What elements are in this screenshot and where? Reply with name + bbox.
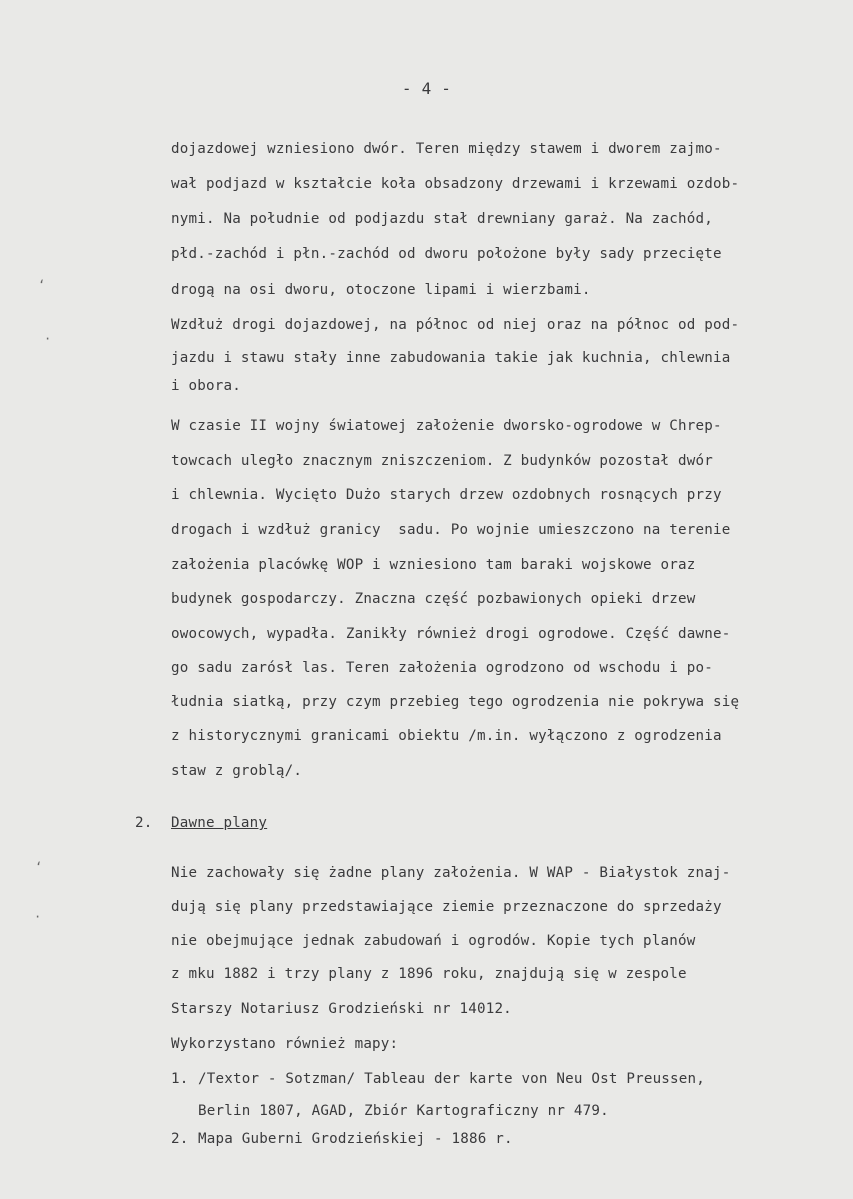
- margin-mark: ·: [34, 910, 42, 924]
- paragraph-line: towcach uległo znacznym zniszczeniom. Z budynków pozostał dwór: [171, 453, 713, 469]
- paragraph-line: drogą na osi dworu, otoczone lipami i wierzbami.: [171, 282, 591, 298]
- paragraph-line: wał podjazd w kształcie koła obsadzony drzewami i krzewami ozdob-: [171, 176, 740, 192]
- list-item-number: 2.: [171, 1131, 189, 1147]
- paragraph-line: łudnia siatką, przy czym przebieg tego ogrodzenia nie pokrywa się: [171, 694, 740, 710]
- list-item-line: Berlin 1807, AGAD, Zbiór Kartograficzny nr 479.: [198, 1103, 609, 1119]
- paragraph-line: budynek gospodarczy. Znaczna część pozbawionych opieki drzew: [171, 591, 696, 607]
- margin-mark: ·: [44, 332, 52, 346]
- paragraph-line: W czasie II wojny światowej założenie dworsko-ogrodowe w Chrep-: [171, 418, 722, 434]
- paragraph-line: i chlewnia. Wycięto Dużo starych drzew ozdobnych rosnących przy: [171, 487, 722, 503]
- paragraph-line: dojazdowej wzniesiono dwór. Teren między stawem i dworem zajmo-: [171, 141, 722, 157]
- paragraph-line: i obora.: [171, 378, 241, 394]
- page-number: - 4 -: [401, 79, 452, 98]
- paragraph-line: go sadu zarósł las. Teren założenia ogrodzono od wschodu i po-: [171, 660, 713, 676]
- list-item-line: /Textor - Sotzman/ Tableau der karte von Neu Ost Preussen,: [198, 1071, 706, 1087]
- margin-mark: ‘: [35, 860, 43, 874]
- paragraph-line: Starszy Notariusz Grodzieński nr 14012.: [171, 1001, 512, 1017]
- paragraph-line: płd.-zachód i płn.-zachód od dworu położone były sady przecięte: [171, 246, 722, 262]
- paragraph-line: drogach i wzdłuż granicy sadu. Po wojnie umieszczono na terenie: [171, 522, 731, 538]
- list-item-line: Mapa Guberni Grodzieńskiej - 1886 r.: [198, 1131, 513, 1147]
- paragraph-line: Nie zachowały się żadne plany założenia. W WAP - Białystok znaj-: [171, 865, 731, 881]
- section-title: Dawne plany: [171, 815, 268, 831]
- paragraph-line: z historycznymi granicami obiektu /m.in. wyłączono z ogrodzenia: [171, 728, 722, 744]
- paragraph-line: staw z groblą/.: [171, 763, 303, 779]
- section-number: 2.: [135, 815, 153, 831]
- paragraph-line: nie obejmujące jednak zabudowań i ogrodów. Kopie tych planów: [171, 933, 696, 949]
- paragraph-line: Wzdłuż drogi dojazdowej, na północ od niej oraz na północ od pod-: [171, 317, 740, 333]
- paragraph-line: owocowych, wypadła. Zanikły również drogi ogrodowe. Część dawne-: [171, 626, 731, 642]
- paragraph-line: dują się plany przedstawiające ziemie przeznaczone do sprzedaży: [171, 899, 722, 915]
- paragraph-line: nymi. Na południe od podjazdu stał drewniany garaż. Na zachód,: [171, 211, 713, 227]
- list-item-number: 1.: [171, 1071, 189, 1087]
- paragraph-line: Wykorzystano również mapy:: [171, 1036, 399, 1052]
- paragraph-line: z mku 1882 i trzy plany z 1896 roku, znajdują się w zespole: [171, 966, 687, 982]
- paragraph-line: jazdu i stawu stały inne zabudowania takie jak kuchnia, chlewnia: [171, 350, 731, 366]
- paragraph-line: założenia placówkę WOP i wzniesiono tam baraki wojskowe oraz: [171, 557, 696, 573]
- margin-mark: ‘: [38, 278, 46, 292]
